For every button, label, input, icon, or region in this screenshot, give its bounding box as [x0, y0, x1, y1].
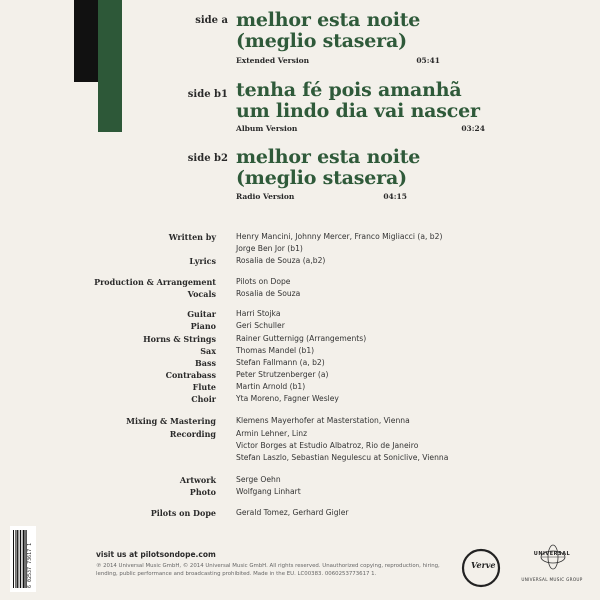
credit-value: Henry Mancini, Johnny Mercer, Franco Migliacci (a, b2): [236, 232, 443, 241]
credit-label: Contrabass: [165, 370, 216, 380]
credit-value: Victor Borges at Estudio Albatroz, Rio de Janeiro: [236, 441, 419, 450]
credit-value: Wolfgang Linhart: [236, 487, 301, 496]
credit-value: Armin Lehner, Linz: [236, 429, 308, 438]
credit-value: Rainer Gutternigg (Arrangements): [236, 334, 367, 343]
credit-value: Yta Moreno, Fagner Wesley: [236, 394, 339, 403]
track-title-line: (meglio stasera): [236, 30, 407, 52]
track-title-line: (meglio stasera): [236, 167, 407, 189]
credit-value: Klemens Mayerhofer at Masterstation, Vienna: [236, 416, 410, 425]
track-title: [236, 80, 536, 122]
green-stripe: [98, 0, 122, 132]
black-stripe: [74, 0, 98, 82]
track-side-label: side b2: [187, 153, 228, 164]
credit-value: Martin Arnold (b1): [236, 382, 306, 391]
credit-value: Gerald Tomez, Gerhard Gigler: [236, 508, 349, 517]
credit-label: Bass: [195, 358, 216, 368]
credit-value: Pilots on Dope: [236, 277, 291, 286]
credit-label: Recording: [169, 429, 216, 439]
track-time: 05:41: [416, 56, 440, 65]
track-version: Album Version: [236, 124, 298, 133]
credit-label: Mixing & Mastering: [126, 416, 216, 426]
credit-value: Stefan Laszlo, Sebastian Negulescu at Soniclive, Vienna: [236, 453, 449, 462]
barcode: [10, 526, 36, 592]
credit-label: Horns & Strings: [143, 334, 216, 344]
credit-label: Choir: [191, 394, 216, 404]
credit-label: Photo: [189, 487, 216, 497]
track-title: [236, 10, 536, 52]
credit-value: Thomas Mandel (b1): [236, 346, 315, 355]
track-title-line: um lindo dia vai nascer: [236, 100, 480, 122]
credit-value: Peter Strutzenberger (a): [236, 370, 329, 379]
website-link[interactable]: visit us at pilotsondope.com: [96, 550, 216, 559]
universal-logo-text: UNIVERSAL: [533, 551, 571, 557]
credit-label: Written by: [168, 232, 216, 242]
track-title: [236, 147, 536, 189]
track-title-line: melhor esta noite: [236, 146, 421, 168]
track-version: Extended Version: [236, 56, 310, 65]
credit-label: Lyrics: [189, 256, 216, 266]
verve-logo-text: Verve: [471, 560, 496, 570]
track-side-label: side b1: [187, 89, 228, 100]
credit-label: Sax: [200, 346, 216, 356]
credit-value: Harri Stojka: [236, 309, 281, 318]
credit-value: Jorge Ben Jor (b1): [236, 244, 303, 253]
credit-value: Stefan Fallmann (a, b2): [236, 358, 325, 367]
track-title-line: tenha fé pois amanhã: [236, 79, 462, 101]
track-side-label: side a: [195, 15, 228, 26]
credit-label: Production & Arrangement: [94, 277, 216, 287]
barcode-number: 6 02537 73617 1: [27, 542, 33, 588]
credit-label: Guitar: [187, 309, 216, 319]
legal-notice: ℗ 2014 Universal Music GmbH, © 2014 Universal Music GmbH. All rights reserved. Unauthorized copying, reproduction, hiring, lending, public performance and broadcasting prohibited. Made in the EU. LC00383. 0060253773617 1.: [96, 563, 440, 577]
credit-label: Artwork: [179, 475, 216, 485]
credit-value: Geri Schuller: [236, 321, 285, 330]
credit-value: Rosalia de Souza (a,b2): [236, 256, 326, 265]
credit-value: Serge Oehn: [236, 475, 281, 484]
universal-music-group-text: UNIVERSAL MUSIC GROUP: [521, 577, 583, 582]
credit-label: Vocals: [187, 289, 216, 299]
track-title-line: melhor esta noite: [236, 9, 421, 31]
track-time: 03:24: [461, 124, 485, 133]
credit-label: Flute: [192, 382, 216, 392]
credit-label: Pilots on Dope: [150, 508, 216, 518]
track-time: 04:15: [383, 192, 407, 201]
credit-label: Piano: [190, 321, 216, 331]
barcode-icon: [13, 530, 27, 588]
track-version: Radio Version: [236, 192, 295, 201]
universal-globe-icon: [540, 544, 566, 570]
credit-value: Rosalia de Souza: [236, 289, 301, 298]
